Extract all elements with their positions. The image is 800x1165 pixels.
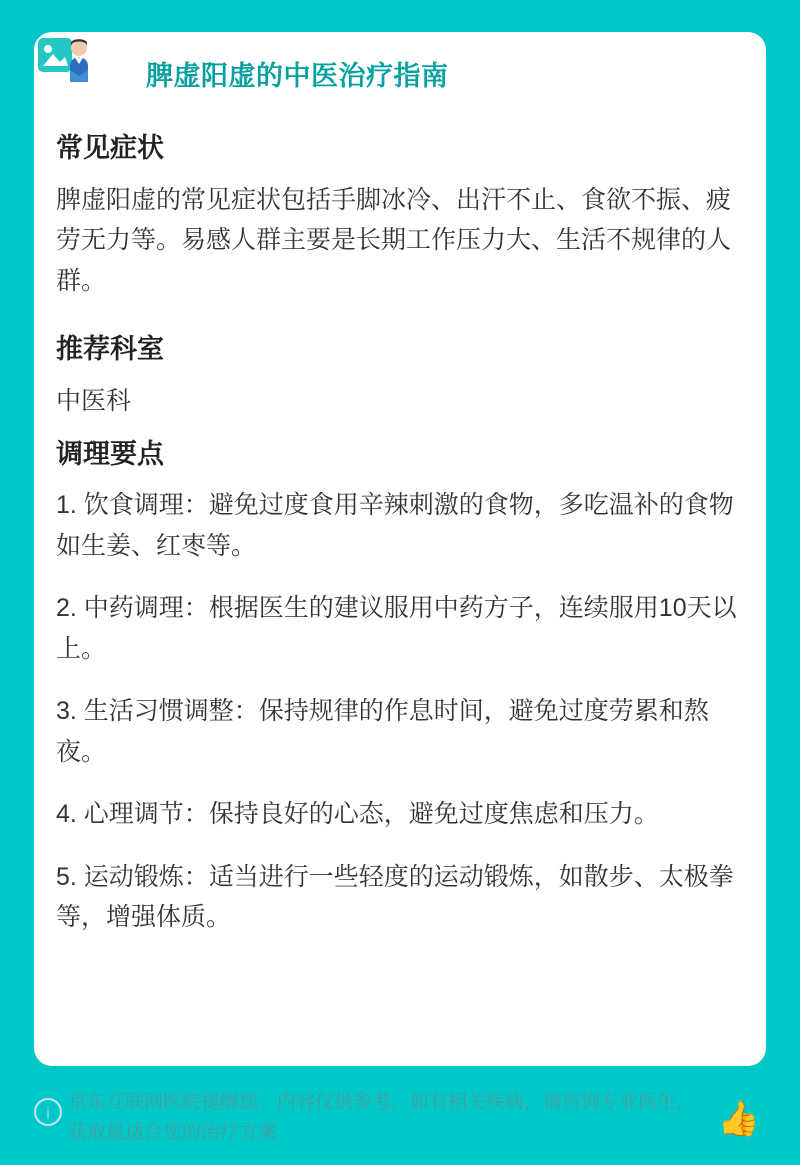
info-circle-icon: i: [34, 1098, 62, 1126]
list-item: 2. 中药调理：根据医生的建议服用中药方子，连续服用10天以上。: [56, 594, 737, 663]
section-paragraph-department: 中医科: [56, 387, 132, 415]
footer-disclaimer: 京东互联网医院提醒您：内容仅供参考，如有相关疾病，请咨询专业医生，获取最适合您的治疗方案: [68, 1092, 696, 1144]
section-heading-keypoints: 调理要点: [56, 438, 164, 469]
thumbs-up-icon[interactable]: 👍: [717, 1100, 760, 1138]
list-item: 5. 运动锻炼：适当进行一些轻度的运动锻炼，如散步、太极拳等，增强体质。: [56, 862, 734, 932]
section-heading-symptoms: 常见症状: [56, 133, 164, 163]
section-paragraph-symptoms: 脾虚阳虚的常见症状包括手脚冰冷、出汗不止、食欲不振、疲劳无力等。易感人群主要是长期工作压力大、生活不规律的人群。: [56, 185, 732, 295]
footer: [34, 1080, 766, 1152]
document-image-icon: [32, 30, 98, 96]
keypoints-list: [56, 485, 746, 938]
document-body: [56, 132, 746, 960]
list-item: 4. 心理调节：保持良好的心态，避免过度焦虑和压力。: [56, 800, 659, 829]
list-item: 1. 饮食调理：避免过度食用辛辣刺激的食物，多吃温补的食物如生姜、红枣等。: [56, 491, 734, 560]
spacer: [56, 428, 746, 438]
spacer: [56, 307, 746, 333]
section-heading-department: 推荐科室: [56, 334, 164, 365]
list-item: 3. 生活习惯调整：保持规律的作息时间，避免过度劳累和熬夜。: [56, 697, 709, 766]
content-card: [34, 32, 766, 1066]
page-title: 脾虚阳虚的中医治疗指南: [146, 61, 449, 91]
